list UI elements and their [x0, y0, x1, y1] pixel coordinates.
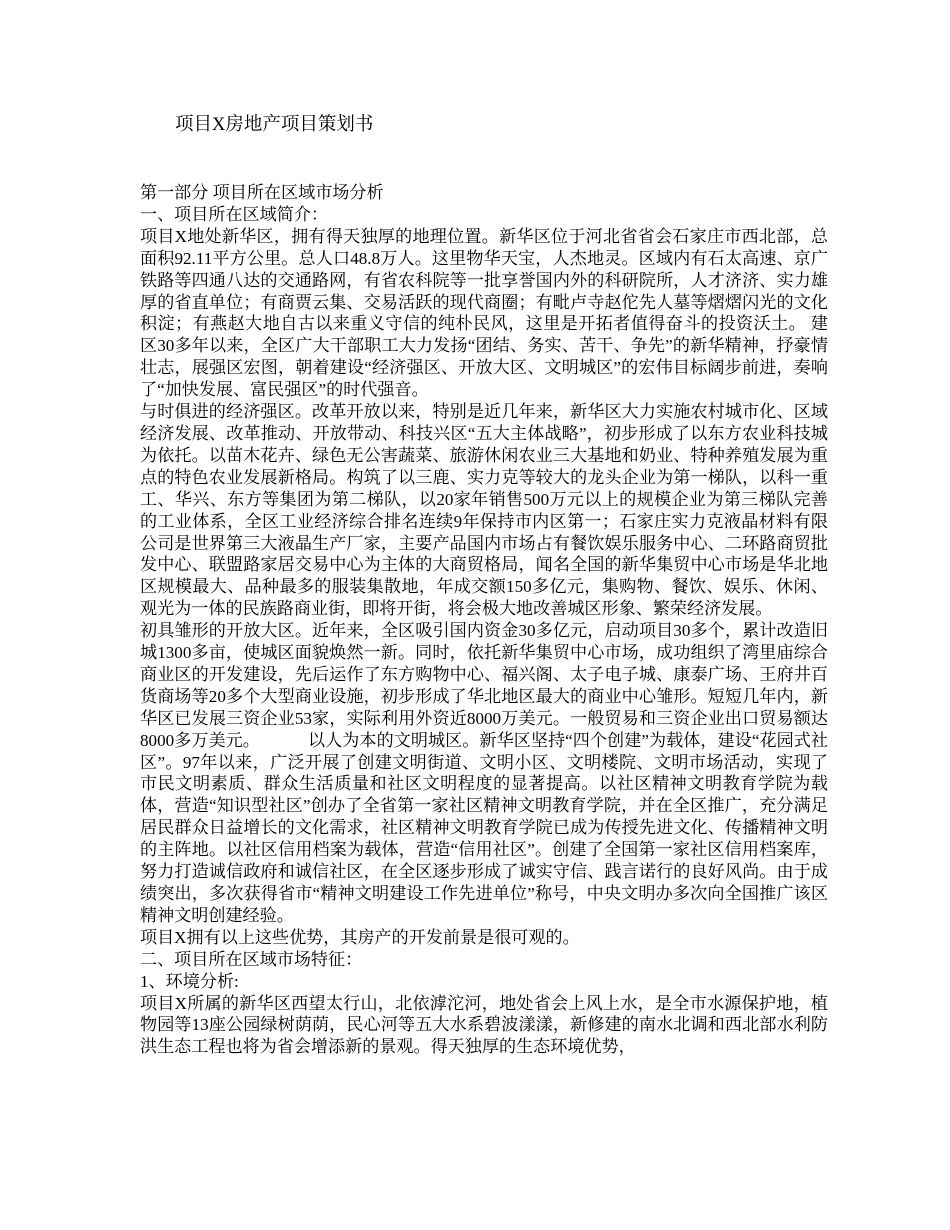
- part-heading: 第一部分 项目所在区域市场分析: [140, 183, 384, 202]
- subsection-heading-environment: 1、环境分析:: [140, 971, 239, 991]
- paragraph-civil-text: 以人为本的文明城区。新华区坚持“四个创建”为载体，建设“花园式社区”。97年以来，广泛开展了创建文明街道、文明小区、文明楼院、文明市场活动，实现了市民文明素质、群众生活质量和社区文明程度的显著提高。以社区精神文明教育学院为载体，营造“知识型社区”创办了全省第一家社区精神文明教育学院，并在全区推广，充分满足居民群众日益增长的文化需求，社区精神文明教育学院已成为传授先进文化、传播精神文明的主阵地。以社区信用档案为载体，营造“信用社区”。创建了全国第一家社区信用档案库，努力打造诚信政府和诚信社区，在全区逐步形成了诚实守信、践言诺行的良好风尚。由于成绩突出，多次获得省市“精神文明建设工作先进单位”称号，中央文明办多次向全国推广该区精神文明创建经验。: [140, 730, 828, 925]
- paragraph-summary: 项目X拥有以上这些优势，其房产的开发前景是很可观的。: [140, 927, 580, 947]
- document-body: [140, 182, 828, 1058]
- paragraph-open-civil: [140, 620, 828, 927]
- section-heading-1: 一、项目所在区域简介：: [140, 204, 329, 224]
- paragraph-open-text: 初具雏形的开放大区。近年来，全区吸引国内资金30多亿元，启动项目30多个，累计改造旧城1300多亩，使城区面貌焕然一新。同时，依托新华集贸中心市场，成功组织了湾里庙综合商业区的开发建设，先后运作了东方购物中心、福兴阁、太子电子城、康泰广场、王府井百货商场等20多个大型商业设施，初步形成了华北地区最大的商业中心雏形。短短几年内，新华区已发展三资企业53家，实际利用外资近8000万美元。一般贸易和三资企业出口贸易额达8000多万美元。: [140, 621, 828, 750]
- paragraph-environment: 项目X所属的新华区西望太行山，北依滹沱河，地处省会上风上水，是全市水源保护地，植物园等13座公园绿树荫荫，民心河等五大水系碧波漾漾，新修建的南水北调和西北部水利防洪生态工程也将为省会增添新的景观。得天独厚的生态环境优势，: [140, 993, 828, 1057]
- section-heading-2: 二、项目所在区域市场特征：: [140, 949, 363, 969]
- document-title: 项目X房地产项目策划书: [175, 115, 374, 135]
- paragraph-economy: 与时俱进的经济强区。改革开放以来，特别是近几年来，新华区大力实施农村城市化、区域经济发展、改革推动、开放带动、科技兴区“五大主体战略”，初步形成了以东方农业科技城为依托。以苗木花卉、绿色无公害蔬菜、旅游休闲农业三大基地和奶业、特种养殖发展为重点的特色农业发展新格局。构筑了以三鹿、实力克等较大的龙头企业为第一梯队，以科一重工、华兴、东方等集团为第二梯队，以20家年销售500万元以上的规模企业为第三梯队完善的工业体系，全区工业经济综合排名连续9年保持市内区第一；石家庄实力克液晶材料有限公司是世界第三大液晶生产厂家，主要产品国内市场占有餐饮娱乐服务中心、二环路商贸批发中心、联盟路家居交易中心为主体的大商贸格局，闻名全国的新华集贸中心市场是华北地区规模最大、品种最多的服装集散地，年成交额150多亿元，集购物、餐饮、娱乐、休闲、观光为一体的民族路商业街，即将开街，将会极大地改善城区形象、繁荣经济发展。: [140, 402, 828, 619]
- paragraph-intro: 项目X地处新华区，拥有得天独厚的地理位置。新华区位于河北省省会石家庄市西北部，总面积92.11平方公里。总人口48.8万人。这里物华天宝，人杰地灵。区域内有石太高速、京广铁路等四通八达的交通路网，有省农科院等一批享誉国内外的科研院所，人才济济、实力雄厚的省直单位；有商贾云集、交易活跃的现代商圈；有毗卢寺赵佗先人墓等熠熠闪光的文化积淀；有燕赵大地自古以来重义守信的纯朴民风，这里是开拓者值得奋斗的投资沃土。 建区30多年以来，全区广大干部职工大力发扬“团结、务实、苦干、争先”的新华精神，抒豪情壮志，展强区宏图，朝着建设“经济强区、开放大区、文明城区”的宏伟目标阔步前进，奏响了“加快发展、富民强区”的时代强音。: [140, 226, 828, 400]
